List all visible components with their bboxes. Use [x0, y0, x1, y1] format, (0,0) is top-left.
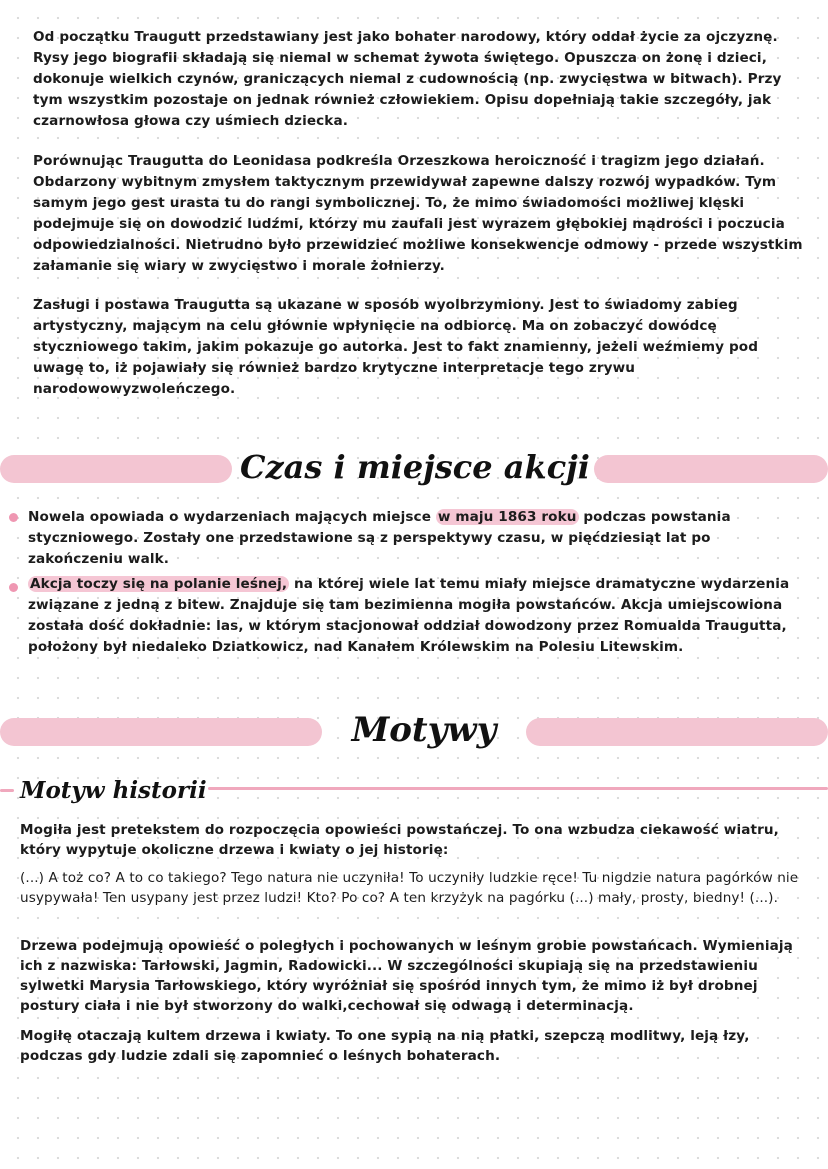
motyw-paragraph-2: Drzewa podejmują opowieść o poległych i pochowanych w leśnym grobie powstańcach. Wymieniają ich z nazwiska: Tarłowski, Jagmin, Radowicki... W szczególności skupiają się na przedstawieniu sylwetki Marysia Tarłowskiego, który wyróżniał się spośród innych tym, że mimo iż był drobnej postury ciała i nie był stworzony do walki,cechował się odwagą i determinacją. — [20, 938, 793, 1014]
heading-band-left — [0, 718, 322, 746]
section-heading-czas: Czas i miejsce akcji — [240, 448, 590, 486]
motyw-paragraph-3: Mogiłę otaczają kultem drzewa i kwiaty. To one sypią na nią płatki, szepczą modlitwy, leją łzy, podczas gdy ludzie zdali się zapomnieć o leśnych bohaterach. — [20, 1028, 750, 1064]
subheading-motyw-historii: Motyw historii — [20, 777, 207, 804]
heading-band-right — [594, 455, 828, 483]
bullet-czas-text-before: Nowela opowiada o wydarzeniach mających miejsce — [28, 509, 436, 525]
bullet-czas-text-after: podczas powstania styczniowego. Zostały one przedstawione są z perspektywy czasu, w pięćdziesiąt lat po zakończeniu walk. — [28, 509, 731, 567]
bullet-czas — [28, 507, 798, 570]
bullet-miejsce-text: na której wiele lat temu miały miejsce dramatyczne wydarzenia związane z jedną z bitew. Znajduje się tam bezimienna mogiła powstańców. Akcja umiejscowiona została dość dokładnie: las, w którym stacjonował oddział dowodzony przez Romualda Traugutta, położony był niedaleko Dziatkowicz, nad Kanałem Królewskim na Polesiu Litewskim. — [28, 576, 790, 655]
heading-band-right — [526, 718, 828, 746]
intro-paragraph-3: Zasługi i postawa Traugutta są ukazane w sposób wyolbrzymiony. Jest to świadomy zabieg artystyczny, mającym na celu głównie wpłynięcie na odbiorcę. Ma on zobaczyć dowódcę styczniowego takim, jakim pokazuje go autorka. Jest to fakt znamienny, jeżeli weźmiemy pod uwagę to, iż pojawiały się również bardzo krytyczne interpretacje tego zrywu narodowowyzwoleńczego. — [33, 297, 759, 397]
heading-band-left — [0, 455, 232, 483]
motyw-paragraph-1: Mogiła jest pretekstem do rozpoczęcia opowieści powstańczej. To ona wzbudza ciekawość wiatru, który wypytuje okoliczne drzewa i kwiaty o jej historię: — [20, 822, 779, 858]
bullet-dot — [9, 583, 18, 592]
subheading-line-left — [0, 789, 14, 792]
section-heading-motywy: Motywy — [351, 710, 497, 750]
intro-paragraph-2: Porównując Traugutta do Leonidasa podkreśla Orzeszkowa heroiczność i tragizm jego działań. Obdarzony wybitnym zmysłem taktycznym przewidywał zapewne dalszy rozwój wypadków. Tym samym jego gest urasta tu do rangi symbolicznej. To, że mimo świadomości możliwej klęski podejmuje się on dowodzić ludźmi, którzy mu zaufali jest wyrazem głębokiej mądrości i poczucia odpowiedzialności. Nietrudno było przewidzieć możliwe konsekwencje odmowy - przede wszystkim załamanie się wiary w zwycięstwo i morale żołnierzy. — [33, 153, 803, 274]
highlight-place: Akcja toczy się na polanie leśnej, — [30, 576, 288, 592]
bullet-dot — [9, 513, 18, 522]
bullet-miejsce — [28, 574, 798, 658]
subheading-line-right — [208, 787, 828, 790]
motyw-quote: (...) A toż co? A to co takiego? Tego natura nie uczyniła! To uczyniły ludzkie ręce! Tu nigdzie natura pagórków nie usypywała! Ten usypany jest przez ludzi! Kto? Po co? A ten krzyżyk na pagórku (...) mały, prosty, biedny! (...). — [20, 870, 799, 906]
intro-paragraph-1: Od początku Traugutt przedstawiany jest jako bohater narodowy, który oddał życie za ojczyznę. Rysy jego biografii składają się niemal w schemat żywota świętego. Opuszcza on żonę i dzieci, dokonuje wielkich czynów, graniczących niemal z cudownością (np. zwycięstwa w bitwach). Przy tym wszystkim pozostaje on jednak również człowiekiem. Opisu dopełniają takie szczegóły, jak czarnowłosa głowa czy uśmiech dziecka. — [33, 29, 782, 129]
highlight-date: w maju 1863 roku — [437, 509, 577, 525]
